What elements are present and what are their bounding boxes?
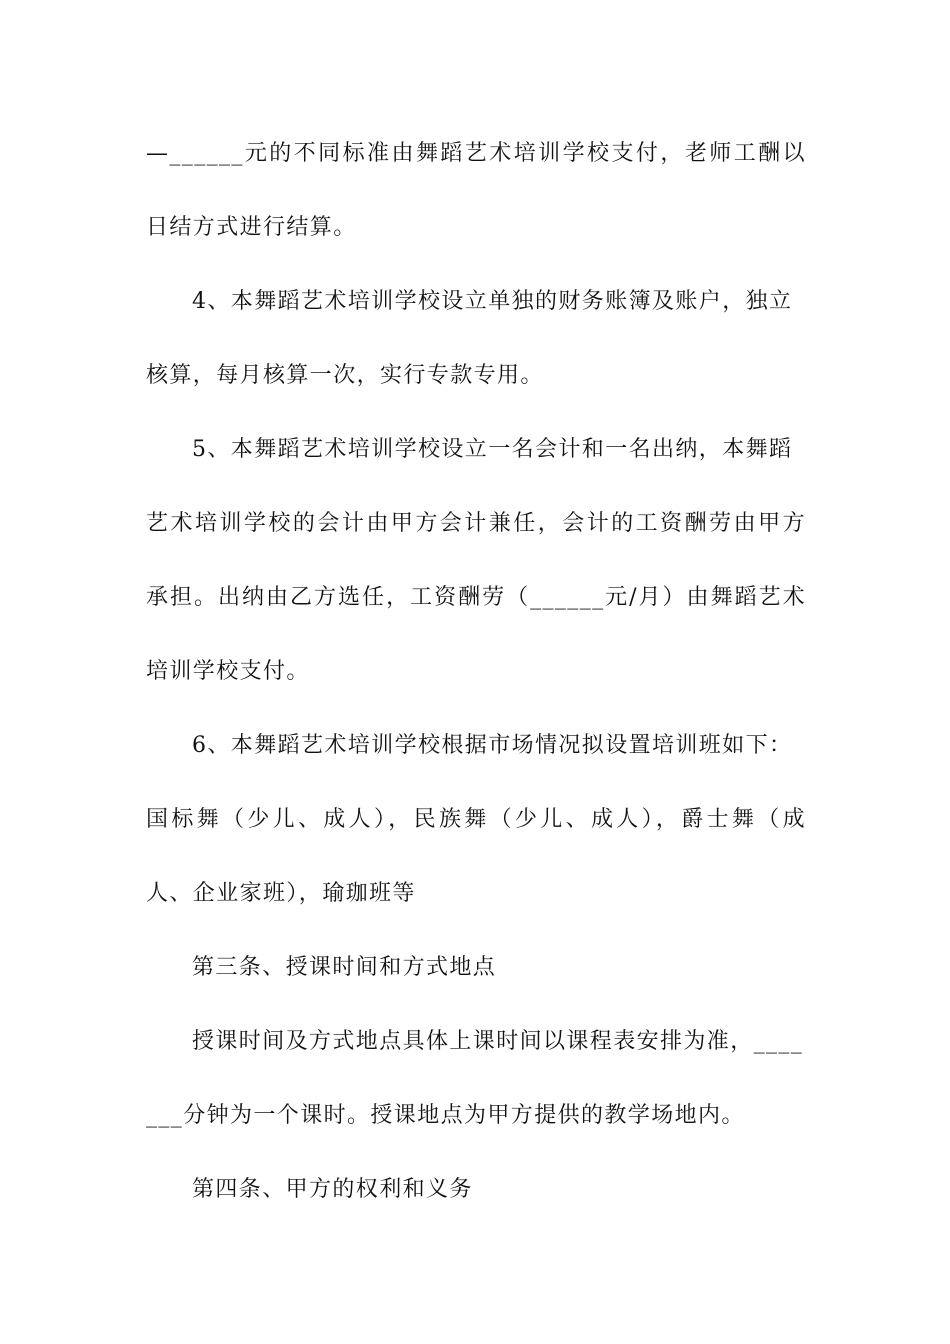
paragraph-line-1: —______元的不同标准由舞蹈艺术培训学校支付，老师工酬以 [146, 141, 806, 166]
section-heading-article-3: 第三条、授课时间和方式地点 [192, 955, 497, 980]
section-heading-article-4: 第四条、甲方的权利和义务 [192, 1177, 473, 1202]
paragraph-line-14: ___分钟为一个课时。授课地点为甲方提供的教学场地内。 [146, 1103, 745, 1128]
paragraph-line-4: 核算，每月核算一次，实行专款专用。 [146, 363, 544, 388]
paragraph-line-5: 5、本舞蹈艺术培训学校设立一名会计和一名出纳，本舞蹈 [192, 437, 793, 462]
paragraph-line-3: 4、本舞蹈艺术培训学校设立单独的财务账簿及账户，独立 [192, 289, 793, 314]
paragraph-line-8: 培训学校支付。 [146, 659, 310, 684]
paragraph-line-11: 人、企业家班），瑜珈班等 [146, 881, 416, 906]
paragraph-line-2: 日结方式进行结算。 [146, 215, 357, 240]
paragraph-line-9: 6、本舞蹈艺术培训学校根据市场情况拟设置培训班如下： [192, 733, 793, 758]
paragraph-line-10: 国标舞（少儿、成人），民族舞（少儿、成人），爵士舞（成 [146, 807, 806, 832]
paragraph-line-6: 艺术培训学校的会计由甲方会计兼任，会计的工资酬劳由甲方 [146, 511, 806, 536]
paragraph-line-7: 承担。出纳由乙方选任，工资酬劳（______元/月）由舞蹈艺术 [146, 585, 806, 610]
paragraph-line-13: 授课时间及方式地点具体上课时间以课程表安排为准，____ [192, 1029, 804, 1054]
